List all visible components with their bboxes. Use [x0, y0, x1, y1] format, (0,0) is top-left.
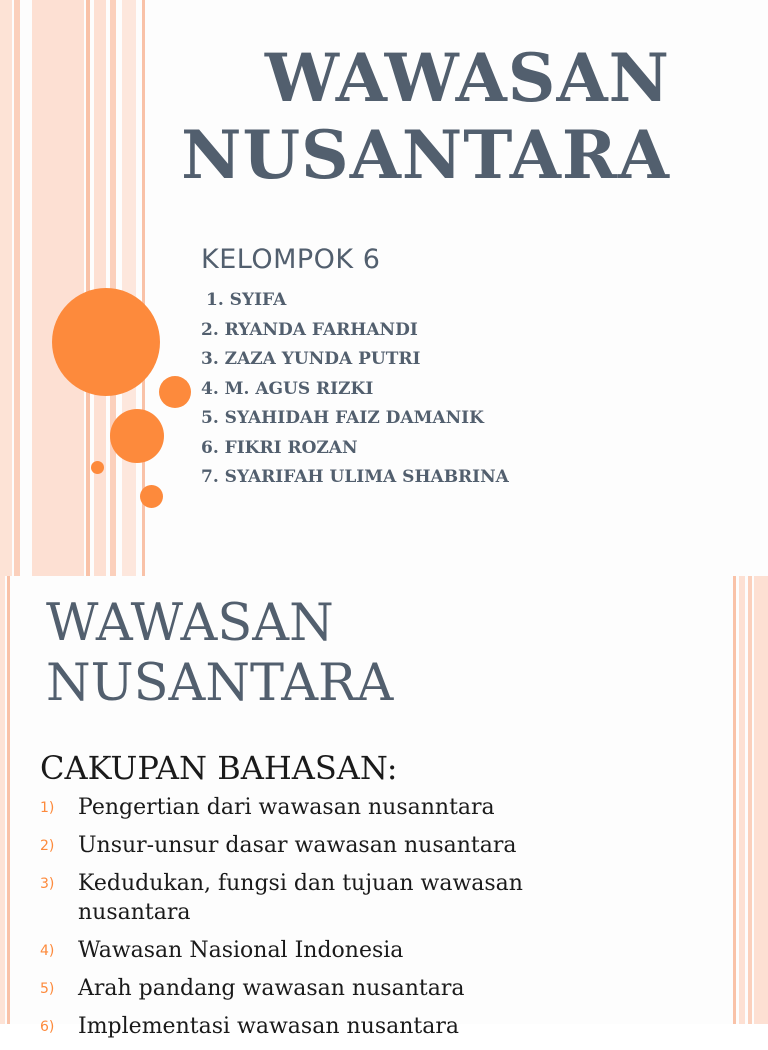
list-text: Wawasan Nasional Indonesia	[78, 938, 404, 963]
decorative-stripe	[0, 0, 12, 576]
group-heading: KELOMPOK 6	[201, 244, 381, 275]
member-item: 5. SYAHIDAH FAIZ DAMANIK	[201, 408, 484, 428]
decorative-circle	[110, 409, 164, 463]
list-number: 5)	[40, 981, 55, 997]
decorative-circle	[52, 288, 160, 396]
slide-title	[46, 594, 393, 714]
member-item: 4. M. AGUS RIZKI	[201, 378, 374, 399]
decorative-stripe	[748, 576, 752, 1024]
decorative-stripe	[7, 576, 10, 1024]
member-item: 6. FIKRI ROZAN	[201, 437, 358, 458]
decorative-stripe	[14, 0, 20, 576]
list-item	[40, 869, 618, 927]
member-item: 1. SYIFA	[206, 290, 287, 310]
slide-title	[181, 40, 670, 194]
decorative-circle	[159, 376, 191, 408]
list-item	[40, 1012, 618, 1041]
list-item	[40, 831, 618, 860]
decorative-circle	[91, 461, 104, 474]
slide-title-line: NUSANTARA	[181, 116, 670, 194]
decorative-stripe	[122, 0, 136, 576]
member-item: 7. SYARIFAH ULIMA SHABRINA	[201, 467, 509, 487]
list-number: 1)	[40, 800, 55, 816]
content-slide	[0, 576, 768, 1039]
topic-list	[40, 793, 618, 1050]
list-text: Kedudukan, fungsi dan tujuan wawasan nusantara	[78, 871, 523, 925]
list-text: Implementasi wawasan nusantara	[78, 1014, 459, 1039]
decorative-stripe	[754, 576, 768, 1024]
list-text: Pengertian dari wawasan nusanntara	[78, 795, 495, 820]
list-item	[40, 974, 618, 1003]
member-list	[201, 286, 509, 493]
slide-title-line: WAWASAN	[46, 594, 334, 653]
slide-title-line: NUSANTARA	[46, 654, 394, 713]
member-item: 3. ZAZA YUNDA PUTRI	[201, 349, 421, 369]
decorative-stripe	[739, 576, 745, 1024]
section-heading: CAKUPAN BAHASAN:	[40, 749, 398, 787]
member-item: 2. RYANDA FARHANDI	[201, 319, 418, 340]
decorative-stripe	[32, 0, 84, 576]
decorative-stripe	[86, 0, 90, 576]
list-number: 6)	[40, 1019, 55, 1035]
decorative-stripe	[733, 576, 736, 1024]
list-text: Unsur-unsur dasar wawasan nusantara	[78, 833, 517, 858]
list-text: Arah pandang wawasan nusantara	[78, 976, 465, 1001]
slide-title-line: WAWASAN	[264, 39, 670, 117]
list-number: 2)	[40, 838, 55, 854]
list-item	[40, 936, 618, 965]
list-number: 3)	[40, 876, 55, 892]
decorative-stripe	[0, 576, 5, 1024]
list-number: 4)	[40, 943, 55, 959]
list-item	[40, 793, 618, 822]
decorative-circle	[140, 485, 163, 508]
